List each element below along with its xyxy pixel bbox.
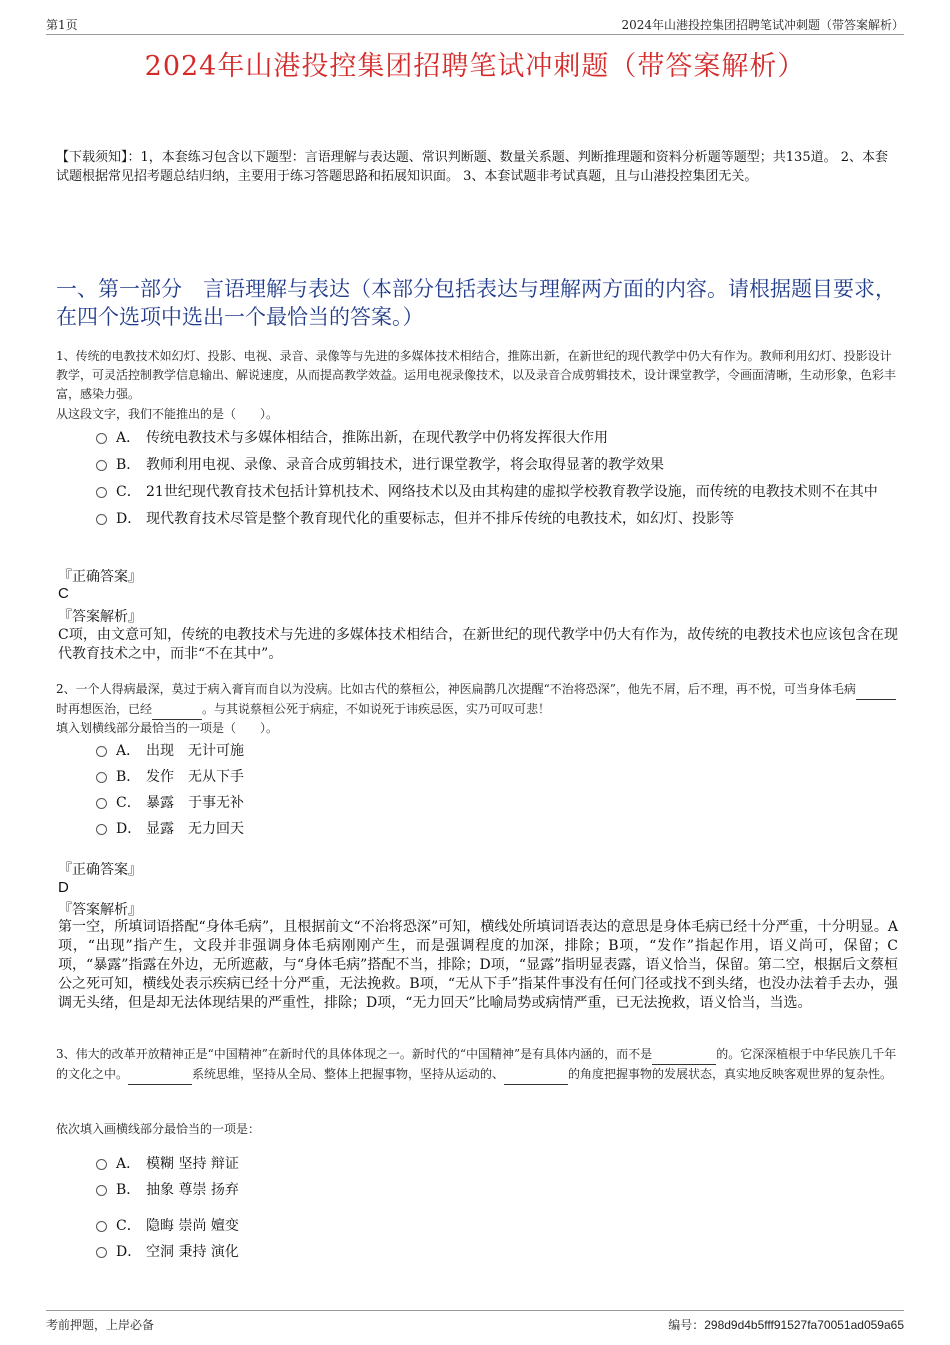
radio-icon[interactable] bbox=[96, 746, 107, 757]
download-notice: 【下载须知】：1，本套练习包含以下题型：言语理解与表达题、常识判断题、数量关系题、判断推理题和资料分析题等题型；共135道。 2、本套试题根据常见招考题总结归纳，主要用于练习答题思路和拓展知识面。 3、本套试题非考试真题，且与山港投控集团无关。 bbox=[56, 150, 888, 184]
option-d[interactable]: D． 现代教育技术尽管是整个教育现代化的重要标志，但并不排斥传统的电教技术，如幻灯、投影等 bbox=[96, 509, 896, 529]
question-2-stem: 2、一个人得病最深，莫过于病入膏肓而自以为没病。比如古代的蔡桓公，神医扁鹊几次提醒“不治将恐深”，他先不屑，后不理，再不悦，可当身体毛病 时再想医治，已经 。与其说蔡桓公死于病症，不如说死于讳疾忌医，实乃可叹可悲！ bbox=[56, 680, 898, 720]
option-b[interactable]: B． 发作 无从下手 bbox=[96, 767, 896, 787]
radio-icon[interactable] bbox=[96, 1247, 107, 1258]
question-1-stem: 1、传统的电教技术如幻灯、投影、电视、录音、录像等与先进的多媒体技术相结合，推陈出新，在新世纪的现代教学中仍大有作为。教师利用幻灯、投影设计教学，可灵活控制教学信息输出、解说速度，从而提高教学效益。运用电视录像技术，以及录音合成剪辑技术，设计课堂教学，令画面清晰，生动形象，色彩丰富，感染力强。 bbox=[56, 349, 897, 401]
question-3-stem: 3、伟大的改革开放精神正是“中国精神”在新时代的具体体现之一。新时代的“中国精神”是有具体内涵的，而不是 的。它深深植根于中华民族几千年的文化之中。 系统思维，坚持从全局、整体上把握事物，坚持从运动的、 的角度把握事物的发展状态，真实地反映客观世界的复杂性。 bbox=[56, 1045, 898, 1085]
option-c[interactable]: C． 暴露 于事无补 bbox=[96, 793, 896, 813]
analysis-label: 『答案解析』 bbox=[58, 902, 142, 918]
blank-2 bbox=[152, 700, 202, 720]
blank-1 bbox=[856, 680, 896, 700]
option-b[interactable]: B． 教师利用电视、录像、录音合成剪辑技术，进行课堂教学，将会取得显著的教学效果 bbox=[96, 455, 896, 475]
radio-icon[interactable] bbox=[96, 514, 107, 525]
radio-icon[interactable] bbox=[96, 487, 107, 498]
blank-1 bbox=[652, 1045, 716, 1065]
question-3-options bbox=[96, 1154, 896, 1268]
footer-slogan: 考前押题，上岸必备 bbox=[46, 1318, 155, 1332]
blank-3 bbox=[504, 1065, 568, 1085]
option-a[interactable]: A． 出现 无计可施 bbox=[96, 741, 896, 761]
option-c[interactable]: C． 21世纪现代教育技术包括计算机技术、网络技术以及由其构建的虚拟学校教育教学设施，而传统的电教技术则不在其中 bbox=[96, 482, 896, 502]
answer-label: 『正确答案』 bbox=[58, 862, 142, 878]
option-d[interactable]: D． 空洞 秉持 演化 bbox=[96, 1242, 896, 1262]
page-header bbox=[46, 14, 904, 35]
blank-2 bbox=[128, 1065, 192, 1085]
question-2-ask: 填入划横线部分最恰当的一项是（ ）。 bbox=[56, 721, 279, 735]
option-a[interactable]: A． 传统电教技术与多媒体相结合，推陈出新，在现代教学中仍将发挥很大作用 bbox=[96, 428, 896, 448]
section-heading: 一、第一部分 言语理解与表达（本部分包括表达与理解两方面的内容。请根据题目要求，在四个选项中选出一个最恰当的答案。） bbox=[56, 277, 896, 329]
header-doc-title: 2024年山港投控集团招聘笔试冲刺题（带答案解析） bbox=[621, 18, 904, 32]
radio-icon[interactable] bbox=[96, 460, 107, 471]
radio-icon[interactable] bbox=[96, 433, 107, 444]
option-b[interactable]: B． 抽象 尊崇 扬弃 bbox=[96, 1180, 896, 1200]
radio-icon[interactable] bbox=[96, 1221, 107, 1232]
question-2-options bbox=[96, 741, 896, 845]
footer-code: 编号：298d9d4b5fff91527fa70051ad059a65 bbox=[668, 1318, 904, 1332]
option-d[interactable]: D． 显露 无力回天 bbox=[96, 819, 896, 839]
option-a[interactable]: A． 模糊 坚持 辩证 bbox=[96, 1154, 896, 1174]
answer-label: 『正确答案』 bbox=[58, 569, 142, 585]
question-3-ask: 依次填入画横线部分最恰当的一项是： bbox=[56, 1122, 261, 1136]
question-1-analysis: C项，由文意可知，传统的电教技术与先进的多媒体技术相结合，在新世纪的现代教学中仍大有作为，故传统的电教技术也应该包含在现代教育技术之中，而非“不在其中”。 bbox=[58, 627, 898, 662]
radio-icon[interactable] bbox=[96, 824, 107, 835]
answer-value: C bbox=[58, 585, 69, 602]
radio-icon[interactable] bbox=[96, 1185, 107, 1196]
option-c[interactable]: C． 隐晦 崇尚 嬗变 bbox=[96, 1216, 896, 1236]
page-footer bbox=[46, 1310, 904, 1337]
analysis-label: 『答案解析』 bbox=[58, 609, 142, 625]
question-1-options bbox=[96, 428, 896, 535]
page-number: 第1页 bbox=[46, 18, 78, 32]
question-2-analysis: 第一空，所填词语搭配“身体毛病”，且根据前文“不治将恐深”可知，横线处所填词语表达的意思是身体毛病已经十分严重，十分明显。A项，“出现”指产生，文段并非强调身体毛病刚刚产生，而是强调程度的加深，排除；B项，“发作”指起作用，语义尚可，保留；C项，“暴露”指露在外边，无所遮蔽，与“身体毛病”搭配不当，排除；D项，“显露”指明显表露，语义恰当，保留。第二空，根据后文蔡桓公之死可知，横线处表示疾病已经十分严重，无法挽救。B项，“无从下手”指某件事没有任何门径或找不到头绪，也没办法着手去办，强调无头绪，但是却无法体现结果的严重性，排除；D项，“无力回天”比喻局势或病情严重，已无法挽救，语义恰当，当选。 bbox=[58, 919, 898, 1011]
page-title: 2024年山港投控集团招聘笔试冲刺题（带答案解析） bbox=[144, 51, 806, 82]
answer-value: D bbox=[58, 879, 69, 896]
question-1-ask: 从这段文字，我们不能推出的是（ ）。 bbox=[56, 407, 279, 421]
radio-icon[interactable] bbox=[96, 772, 107, 783]
radio-icon[interactable] bbox=[96, 1159, 107, 1170]
radio-icon[interactable] bbox=[96, 798, 107, 809]
